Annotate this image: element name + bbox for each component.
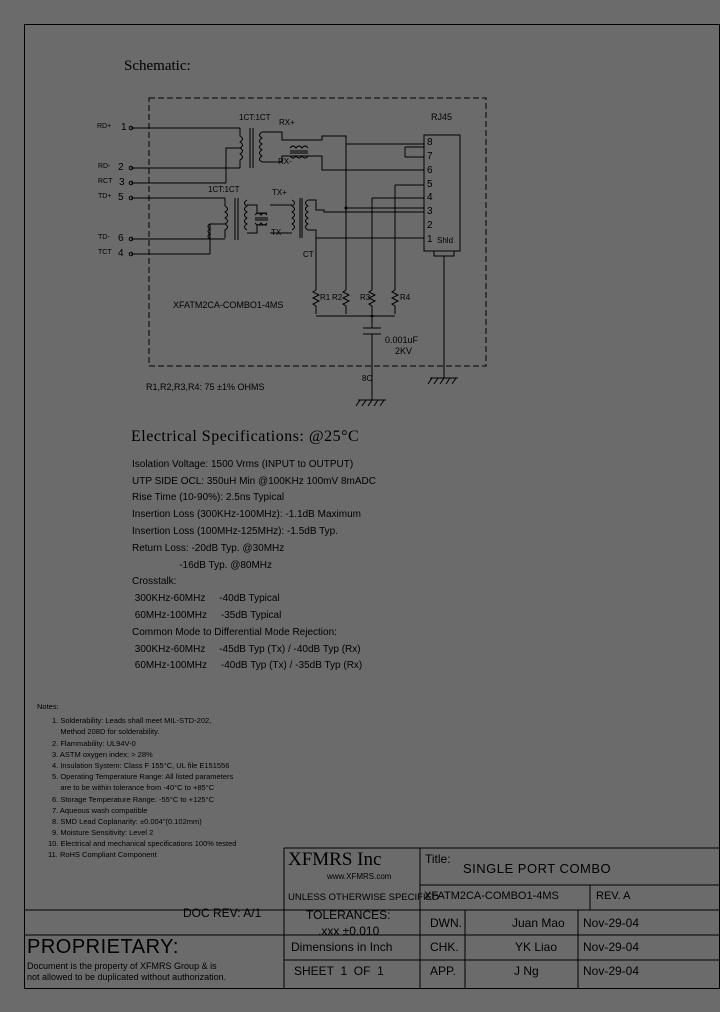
note-item: 2. Flammability: UL94V-0 <box>52 739 136 748</box>
spec-line: 60MHz-100MHz -40dB Typ (Tx) / -35dB Typ (Rx) <box>132 660 363 671</box>
spec-line: UTP SIDE OCL: 350uH Min @100KHz 100mV 8mADC <box>132 476 376 487</box>
note-item: 7. Aqueous wash compatible <box>52 806 148 815</box>
note-item: 9. Moisture Sensitivity: Level 2 <box>52 828 154 837</box>
rj45-shield-tab <box>434 251 454 256</box>
ground-label: 8C <box>362 374 373 383</box>
tolerance-value: .xxx ±0.010 <box>318 924 380 938</box>
spec-line: Insertion Loss (100MHz-125MHz): -1.5dB Typ. <box>132 526 339 537</box>
note-item: 5. Operating Temperature Range: All listed parameters <box>52 772 234 781</box>
doc-revision: DOC REV: A/1 <box>183 906 262 920</box>
part-label: XFATM2CA-COMBO1-4MS <box>173 300 284 310</box>
pin-label-rct: RCT <box>98 178 113 185</box>
spec-line: -16dB Typ. @80MHz <box>132 560 273 571</box>
spec-line: Crosstalk: <box>132 576 177 587</box>
spec-line: Isolation Voltage: 1500 Vrms (INPUT to OUTPUT) <box>132 459 354 470</box>
capacitor-voltage: 2KV <box>395 346 413 356</box>
resistor-label: R4 <box>400 293 411 302</box>
pin-number: 2 <box>118 162 124 173</box>
sheet-number: SHEET 1 OF 1 <box>294 964 384 978</box>
pin-number: 5 <box>118 192 124 203</box>
rx-minus-label: RX- <box>278 157 292 166</box>
rj45-pin: 3 <box>427 206 433 217</box>
tx-minus-label: TX- <box>271 228 284 237</box>
rj45-pin: 5 <box>427 179 433 190</box>
resistor-label: R3 <box>360 293 371 302</box>
spec-line: 300KHz-60MHz -40dB Typical <box>132 593 280 604</box>
revision: REV. A <box>596 890 631 902</box>
proprietary-text: not allowed to be duplicated without authorization. <box>27 972 227 982</box>
capacitor-value: 0.001uF <box>385 335 419 345</box>
pin-label-td-minus: TD- <box>98 234 110 241</box>
pin-label-tct: TCT <box>98 249 112 256</box>
rj45-pin: 1 <box>427 234 433 245</box>
resistor-note: R1,R2,R3,R4: 75 ±1% OHMS <box>146 382 265 392</box>
spec-line: Rise Time (10-90%): 2.5ns Typical <box>132 492 285 503</box>
spec-line: Return Loss: -20dB Typ. @30MHz <box>132 543 285 554</box>
shield-label: Shld <box>437 236 454 245</box>
spec-line: Common Mode to Differential Mode Rejection: <box>132 627 337 638</box>
note-item: are to be within tolerance from -40°C to +85°C <box>52 783 215 792</box>
proprietary-text: Document is the property of XFMRS Group & is <box>27 961 217 971</box>
proprietary-heading: PROPRIETARY: <box>27 936 179 958</box>
resistor-label: R1 <box>320 293 331 302</box>
note-item: 1. Solderability: Leads shall meet MIL-STD-202, <box>52 716 212 725</box>
schematic-boundary <box>149 98 486 366</box>
part-number: XFATM2CA-COMBO1-4MS <box>424 890 559 902</box>
chk-role: CHK. <box>430 940 459 954</box>
electrical-title: Electrical Specifications: @25°C <box>131 428 360 445</box>
rx-ratio: 1CT:1CT <box>239 113 271 122</box>
note-item: 4. Insulation System: Class F 155°C, UL file E151556 <box>52 761 230 770</box>
pin-number: 3 <box>119 177 125 188</box>
rj45-pin: 6 <box>427 165 433 176</box>
title-label: Title: <box>425 852 451 866</box>
schematic-title: Schematic: <box>124 58 191 74</box>
tolerance-header: UNLESS OTHERWISE SPECIFIED <box>288 892 439 903</box>
pin-label-rd-plus: RD+ <box>97 123 112 130</box>
title-value: SINGLE PORT COMBO <box>463 861 612 876</box>
dwn-name: Juan Mao <box>512 916 565 930</box>
resistor-label: R2 <box>332 293 343 302</box>
app-date: Nov-29-04 <box>583 964 640 978</box>
note-item: Method 208D for solderability. <box>52 727 160 736</box>
company-name: XFMRS Inc <box>288 849 382 870</box>
note-item: 10. Electrical and mechanical specifications 100% tested <box>48 839 237 848</box>
note-item: 11. RoHS Compliant Component <box>48 850 157 859</box>
note-item: 8. SMD Lead Coplanarity: ±0.004"(0.102mm) <box>52 817 202 826</box>
rx-plus-label: RX+ <box>279 118 295 127</box>
spec-line: 300KHz-60MHz -45dB Typ (Tx) / -40dB Typ (Rx) <box>132 644 361 655</box>
pin-number: 1 <box>121 122 127 133</box>
tolerances-label: TOLERANCES: <box>306 908 391 922</box>
dwn-role: DWN. <box>430 916 462 930</box>
spec-line: 60MHz-100MHz -35dB Typical <box>132 610 282 621</box>
pin-label-td-plus: TD+ <box>98 193 112 200</box>
tx-plus-label: TX+ <box>272 188 287 197</box>
rj45-pin: 8 <box>427 137 433 148</box>
note-item: 6. Storage Temperature Range: -55°C to +125°C <box>52 795 214 804</box>
pin-number: 6 <box>118 233 124 244</box>
rj45-pin: 4 <box>427 192 433 203</box>
note-item: 3. ASTM oxygen index: > 28% <box>52 750 153 759</box>
pin-label-rd-minus: RD- <box>98 163 111 170</box>
chk-name: YK Liao <box>515 940 558 954</box>
company-website[interactable]: www.XFMRS.com <box>327 872 392 881</box>
pin-number: 4 <box>118 248 124 259</box>
spec-line: Insertion Loss (300KHz-100MHz): -1.1dB Maximum <box>132 509 361 520</box>
app-name: J Ng <box>514 964 539 978</box>
dwn-date: Nov-29-04 <box>583 916 640 930</box>
dimensions-unit: Dimensions in Inch <box>291 940 393 954</box>
rj45-pin: 7 <box>427 151 433 162</box>
app-role: APP. <box>430 964 456 978</box>
chk-date: Nov-29-04 <box>583 940 640 954</box>
rj45-pin: 2 <box>427 220 433 231</box>
rj45-label: RJ45 <box>431 112 453 122</box>
notes-title: Notes: <box>37 702 59 711</box>
ct-label: CT <box>303 250 314 259</box>
tx-ratio: 1CT:1CT <box>208 185 240 194</box>
